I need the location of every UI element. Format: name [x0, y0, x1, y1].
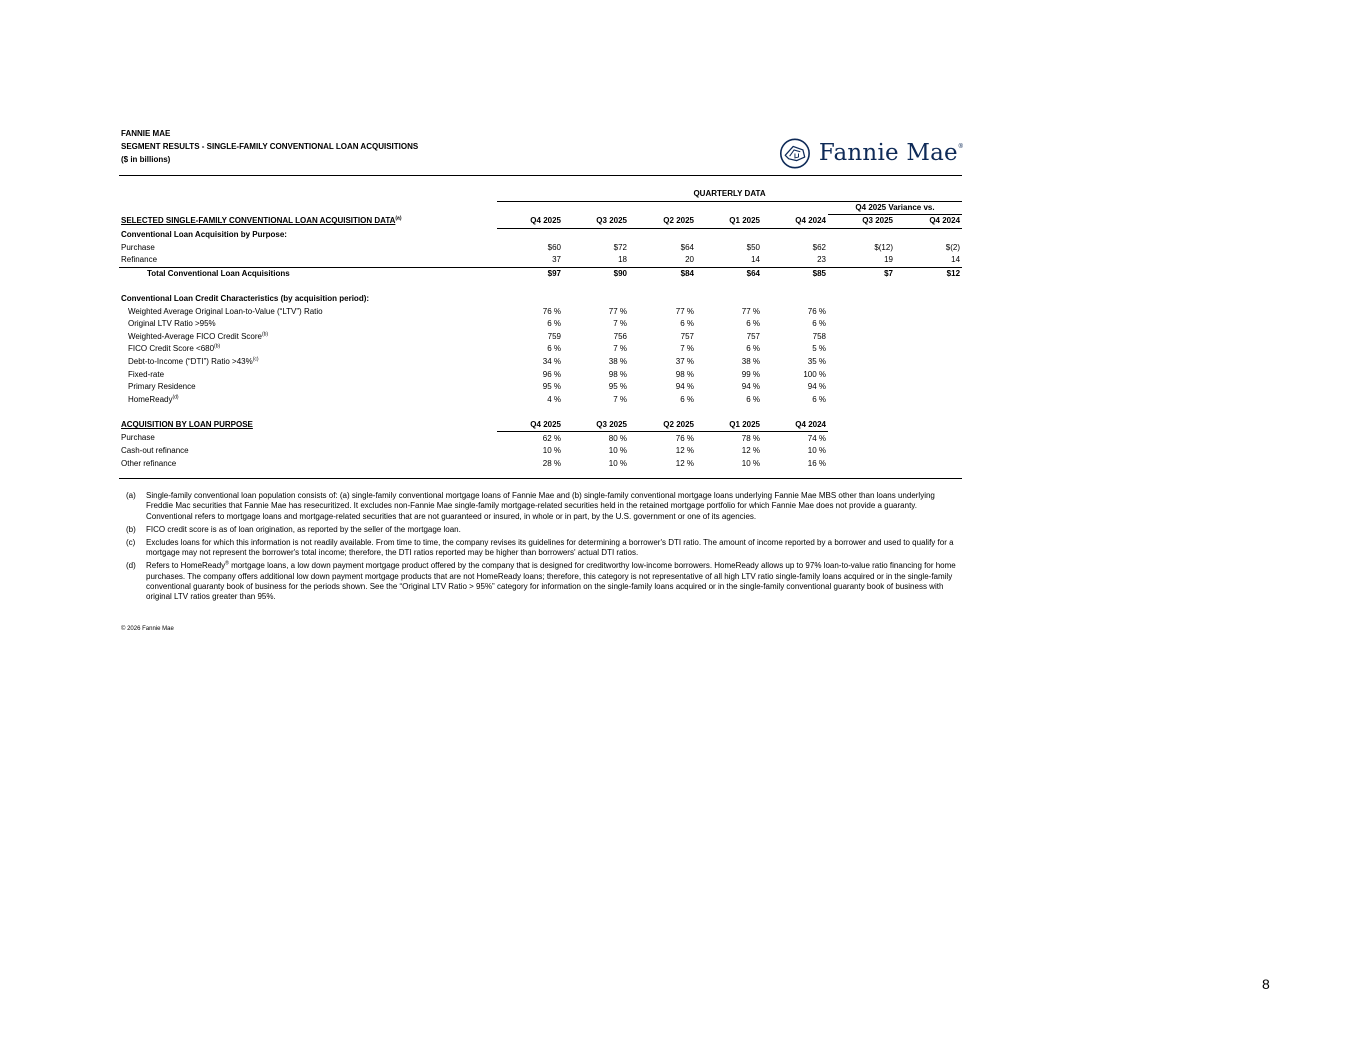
- cell: 99 %: [741, 369, 760, 379]
- cell: 12 %: [675, 458, 694, 468]
- cell: 77 %: [608, 306, 627, 316]
- row-label: Fixed-rate: [128, 369, 165, 379]
- cell: $97: [547, 268, 561, 278]
- cell: 34 %: [542, 357, 561, 367]
- cell: $12: [946, 268, 961, 278]
- footnote: [126, 525, 962, 535]
- cell: $62: [812, 242, 826, 252]
- cell: 4 %: [547, 394, 561, 404]
- cell: 6 %: [680, 319, 694, 329]
- cell: 95 %: [542, 382, 561, 392]
- col-header: Q3 2025: [828, 215, 895, 229]
- row-label: FICO Credit Score $<680^{(b)}$: [128, 343, 221, 354]
- purpose-heading: Conventional Loan Acquisition by Purpose:: [121, 230, 287, 240]
- section-title: SELECTED SINGLE-FAMILY CONVENTIONAL LOAN ACQUISITION DATA$^{(a)}$: [121, 215, 402, 226]
- row-label: Purchase: [121, 433, 155, 443]
- table-bottom-rule: [119, 478, 962, 479]
- cell: 6 %: [547, 344, 561, 354]
- row-label: Purchase: [121, 242, 155, 252]
- cell: 7 %: [680, 344, 694, 354]
- cell: 759: [547, 331, 561, 341]
- footnotes: [126, 491, 962, 605]
- col-header: Q3 2025: [563, 419, 629, 432]
- credit-heading-row: [119, 293, 962, 306]
- table-row: [119, 457, 962, 470]
- row-label: Debt-to-Income (“DTI”) Ratio >43%$^{(c)}$: [128, 356, 259, 367]
- cell: $90: [613, 268, 627, 278]
- table-row: [119, 343, 962, 356]
- table-row: [119, 432, 962, 445]
- cell: 74 %: [807, 433, 826, 443]
- cell: 94 %: [741, 382, 760, 392]
- cell: 10 %: [608, 458, 627, 468]
- cell: 756: [613, 331, 627, 341]
- cell: 7 %: [613, 344, 627, 354]
- cell: $50: [746, 242, 760, 252]
- col-header: Q4 2024: [895, 215, 962, 229]
- cell: 758: [812, 331, 826, 341]
- row-label: Cash-out refinance: [121, 446, 189, 456]
- footnote: [126, 561, 962, 603]
- cell: 6 %: [680, 394, 694, 404]
- variance-label: Q4 2025 Variance vs.: [828, 201, 962, 215]
- cell: 23: [762, 254, 828, 267]
- cell: 6 %: [746, 319, 760, 329]
- row-label: Refinance: [119, 254, 497, 267]
- cell: 10 %: [807, 446, 826, 456]
- cell: 6 %: [746, 394, 760, 404]
- cell: 757: [680, 331, 694, 341]
- col-header: Q4 2025: [497, 419, 563, 432]
- footnote: [126, 538, 962, 559]
- cell: 80 %: [608, 433, 627, 443]
- footnote-text: Excludes loans for which this information is not readily available. From time to time, the company revises its guidelines for determining a borrower's DTI ratio. The amount of income reported by a borrower and used to qualify for a mortgage may not represent the borrower's total income; therefore, the DTI ratios reported may be higher than borrowers' actual DTI ratios.: [146, 537, 954, 558]
- quarterly-header-row: [119, 188, 962, 201]
- cell: $(2): [945, 242, 961, 252]
- cell: 12 %: [741, 446, 760, 456]
- cell: 12 %: [675, 446, 694, 456]
- variance-header-row: [119, 201, 962, 215]
- company-name: FANNIE MAE: [121, 129, 171, 138]
- cell: 757: [746, 331, 760, 341]
- cell: 7 %: [613, 394, 627, 404]
- row-label: Original LTV Ratio >95%: [128, 319, 216, 329]
- copyright: © 2026 Fannie Mae: [121, 626, 174, 632]
- row-label: HomeReady$^{(d)}$: [128, 394, 179, 404]
- cell: $64: [680, 242, 694, 252]
- table-row: [119, 381, 962, 394]
- house-in-circle-icon: [779, 136, 811, 171]
- cell: $72: [613, 242, 627, 252]
- cell: 77 %: [675, 306, 694, 316]
- footnote-label: (b): [126, 524, 136, 534]
- table-row: [119, 331, 962, 344]
- row-label: Total Conventional Loan Acquisitions: [147, 268, 290, 278]
- col-header: Q2 2025: [629, 215, 696, 229]
- cell: 96 %: [542, 369, 561, 379]
- logo-wordmark: Fannie Mae®: [818, 140, 964, 166]
- cell: 5 %: [812, 344, 826, 354]
- cell: 76 %: [542, 306, 561, 316]
- page-number: 8: [1262, 976, 1270, 992]
- cell: $84: [680, 268, 694, 278]
- cell: $7: [884, 268, 893, 278]
- footnote-text: FICO credit score is as of loan origination, as reported by the seller of the mortgage loan.: [146, 524, 461, 534]
- cell: 10 %: [608, 446, 627, 456]
- cell: 10 %: [542, 446, 561, 456]
- col-header: Q1 2025: [696, 215, 762, 229]
- cell: $60: [547, 242, 561, 252]
- cell: 62 %: [542, 433, 561, 443]
- table-row: [119, 318, 962, 331]
- acquisition-data-table: [119, 188, 962, 470]
- cell: 6 %: [812, 394, 826, 404]
- report-header: [121, 127, 418, 166]
- cell: 98 %: [608, 369, 627, 379]
- footnote: [126, 491, 962, 522]
- credit-heading: Conventional Loan Credit Characteristics (by acquisition period):: [121, 294, 370, 304]
- total-row: [119, 267, 962, 280]
- table-row: [119, 254, 962, 267]
- col-header: Q3 2025: [563, 215, 629, 229]
- report-title: SEGMENT RESULTS - SINGLE-FAMILY CONVENTIONAL LOAN ACQUISITIONS: [121, 142, 419, 151]
- header-rule: [119, 175, 962, 176]
- cell: 100 %: [803, 369, 826, 379]
- col-header: Q2 2025: [629, 419, 696, 432]
- acq-title: ACQUISITION BY LOAN PURPOSE: [121, 420, 253, 430]
- column-header-row: [119, 215, 962, 229]
- cell: $(12): [874, 242, 893, 252]
- table-row: [119, 368, 962, 381]
- cell: 95 %: [608, 382, 627, 392]
- cell: 14: [696, 254, 762, 267]
- row-label: Weighted Average Original Loan-to-Value (“LTV”) Ratio: [128, 306, 323, 316]
- cell: 20: [629, 254, 696, 267]
- cell: 38 %: [741, 357, 760, 367]
- cell: 77 %: [741, 306, 760, 316]
- row-label: Other refinance: [121, 458, 177, 468]
- cell: 6 %: [812, 319, 826, 329]
- footnote-label: (a): [126, 491, 136, 500]
- cell: $85: [812, 268, 826, 278]
- col-header: Q4 2024: [762, 419, 828, 432]
- acq-header-row: [119, 419, 962, 432]
- col-header: Q4 2024: [762, 215, 828, 229]
- fannie-mae-logo: [779, 135, 964, 171]
- row-label: Primary Residence: [128, 382, 196, 392]
- footnote-text: Single-family conventional loan population consists of: (a) single-family conventional mortgage loans of Fannie Mae and (b) single-family conventional mortgage loans underlying Fannie Mae MBS other than loans underlying Freddie Mac securities that Fannie Mae has resecuritized. It excludes non-Fannie Mae single-family mortgage-related securities held in the retained mortgage portfolio for which Fannie Mae does not provide a guaranty. Conventional refers to mortgage loans and mortgage-related securities that are not guaranteed or insured, in whole or in part, by the U.S. government or one of its agencies.: [146, 491, 935, 521]
- units-label: ($ in billions): [121, 155, 171, 164]
- cell: 28 %: [542, 458, 561, 468]
- cell: 94 %: [675, 382, 694, 392]
- cell: 19: [828, 254, 895, 267]
- cell: 94 %: [807, 382, 826, 392]
- footnote-label: (d): [126, 561, 136, 571]
- table-row: [119, 394, 962, 407]
- cell: 37 %: [675, 357, 694, 367]
- cell: 18: [563, 254, 629, 267]
- cell: $64: [746, 268, 760, 278]
- cell: 78 %: [741, 433, 760, 443]
- cell: 98 %: [675, 369, 694, 379]
- row-label: Weighted-Average FICO Credit Score$^{(b)}$: [128, 331, 269, 341]
- table-row: [119, 241, 962, 254]
- quarterly-data-label: QUARTERLY DATA: [497, 188, 962, 201]
- spacer-row: [119, 280, 962, 293]
- col-header: Q1 2025: [696, 419, 762, 432]
- table-row: [119, 305, 962, 318]
- footnote-label: (c): [126, 537, 136, 547]
- cell: 76 %: [675, 433, 694, 443]
- cell: 76 %: [807, 306, 826, 316]
- cell: 10 %: [741, 458, 760, 468]
- table-row: [119, 445, 962, 458]
- cell: 7 %: [613, 319, 627, 329]
- cell: 14: [895, 254, 962, 267]
- footnote-text: Refers to HomeReady® mortgage loans, a low down payment mortgage product offered by the company that is designed for creditworthy low-income borrowers. HomeReady allows up to 97% loan-to-value ratio financing for home purchases. The company offers additional low down payment mortgage products that are not HomeReady loans; therefore, this category is not representative of all high LTV ratio single-family loans acquired or in the single-family conventional guaranty book of business for the periods shown. See the “Original LTV Ratio > 95%” category for information on the single-family loans acquired or in the single-family conventional guaranty book of business with original LTV ratios greater than 95%.: [146, 560, 956, 602]
- cell: 38 %: [608, 357, 627, 367]
- cell: 35 %: [807, 357, 826, 367]
- cell: 6 %: [746, 344, 760, 354]
- cell: 16 %: [807, 458, 826, 468]
- col-header: Q4 2025: [497, 215, 563, 229]
- cell: 37: [497, 254, 563, 267]
- cell: 6 %: [547, 319, 561, 329]
- purpose-heading-row: [119, 228, 962, 241]
- spacer-row: [119, 406, 962, 419]
- table-row: [119, 356, 962, 369]
